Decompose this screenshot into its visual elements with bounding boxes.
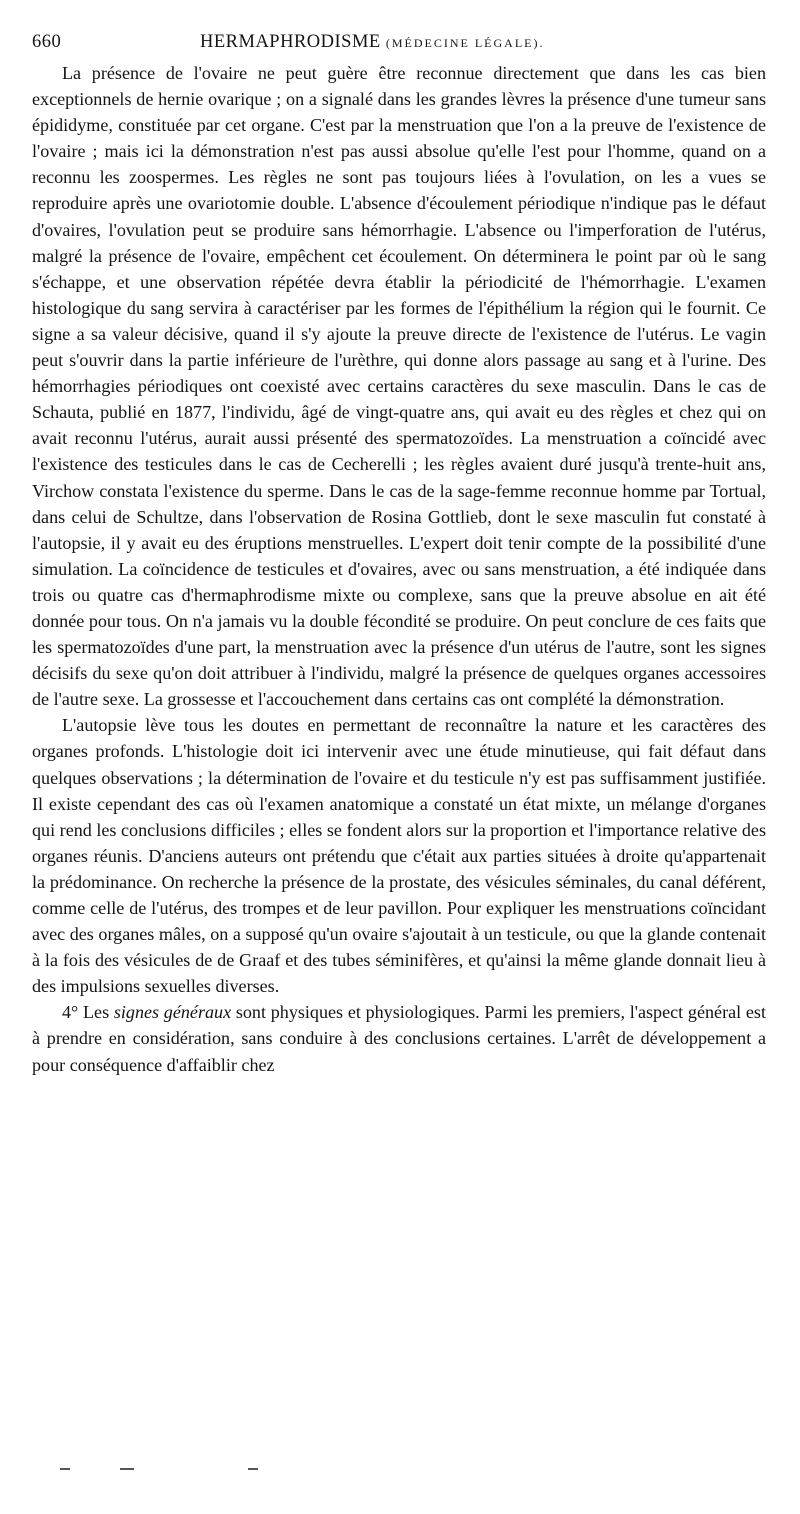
paragraph-ovary-signs: La présence de l'ovaire ne peut guère être reconnue directement que dans les cas bien exceptionnels de hernie ovarique ; on a signalé dans les grandes lèvres la présence d'une tumeur sans épididyme, constituée par cet organe. C'est par la menstruation que l'on a la preuve de l'existence de l'ovaire ; mais ici la démonstration n'est pas aussi absolue qu'elle l'est pour l'homme, quand on a reconnu les zoospermes. Les règles ne sont pas toujours liées à l'ovulation, on les a vues se reproduire après une ovariotomie double. L'absence d'écoulement périodique n'indique pas le défaut d'ovaires, l'ovulation peut se produire sans hémorrhagie. L'absence ou l'imperforation de l'utérus, malgré la présence de l'ovaire, empêchent cet écoulement. On déterminera le point par où le sang s'échappe, et une observation répétée devra établir la périodicité de l'hémorrhagie. L'examen histologique du sang servira à caractériser par les formes de l'épithélium la région qui le fournit. Ce signe a sa valeur décisive, quand il s'y ajoute la preuve directe de l'existence de l'utérus. Le vagin peut s'ouvrir dans la partie inférieure de l'urèthre, qui donne alors passage au sang et à l'urine. Des hémorrhagies périodiques ont coexisté avec certains caractères du sexe masculin. Dans le cas de Schauta, publié en 1877, l'individu, âgé de vingt-quatre ans, qui avait eu des règles et chez qui on avait reconnu l'utérus, aurait aussi présenté des spermatozoïdes. La menstruation a coïncidé avec l'existence des testicules dans le cas de Cecherelli ; les règles avaient duré jusqu'à trente-huit ans, Virchow constata l'existence du sperme. Dans le cas de la sage-femme reconnue homme par Tortual, dans celui de Schultze, dans l'observation de Rosina Gottlieb, dont le sexe masculin fut constaté à l'autopsie, il y avait eu des éruptions menstruelles. L'expert doit tenir compte de la possibilité d'une simulation. La coïncidence de testicules et d'ovaires, avec ou sans menstruation, a été indiquée dans trois ou quatre cas d'hermaphrodisme mixte ou complexe, sans que la preuve absolue en ait été donnée pour tous. On n'a jamais vu la double fécondité se produire. On peut conclure de ces faits que les spermatozoïdes d'une part, la menstruation avec la présence d'un utérus de l'autre, sont les signes décisifs du sexe qu'on doit attribuer à l'individu, malgré la présence de quelques organes accessoires de l'autre sexe. La grossesse et l'accouchement dans certains cas ont complété la démonstration. bbox=[32, 63, 766, 710]
general-signs-lead: 4° Les bbox=[62, 1002, 114, 1023]
running-title-sub: (MÉDECINE LÉGALE). bbox=[385, 36, 545, 50]
page-number: 660 bbox=[32, 32, 62, 52]
running-title-main: HERMAPHRODISME bbox=[200, 32, 381, 52]
general-signs-italic: signes généraux bbox=[113, 1002, 232, 1023]
running-title bbox=[200, 30, 766, 55]
general-signs-rest: sont physiques et physiologiques. Parmi les premiers, l'aspect général est à prendre en considération, sans conduire à des conclusions certaines. L'arrêt de développement a pour conséquence d'affaiblir chez bbox=[32, 1002, 766, 1075]
scan-mark bbox=[248, 1468, 258, 1470]
paragraph-general-signs bbox=[32, 999, 766, 1077]
page bbox=[32, 30, 766, 1078]
paragraph-autopsy: L'autopsie lève tous les doutes en permettant de reconnaître la nature et les caractères des organes profonds. L'histologie doit ici intervenir avec une étude minutieuse, qui fait défaut dans quelques observations ; la détermination de l'ovaire et du testicule n'y est pas suffisamment justifiée. Il existe cependant des cas où l'examen anatomique a constaté un état mixte, un mélange d'organes qui rend les conclusions difficiles ; elles se fondent alors sur la proportion et l'importance relative des organes réunis. D'anciens auteurs ont prétendu que c'était aux parties situées à droite qu'appartenait la prédominance. On recherche la présence de la prostate, des vésicules séminales, du canal déférent, comme celle de l'utérus, des trompes et de leur pavillon. Pour expliquer les menstruations coïncidant avec des organes mâles, on a supposé qu'un ovaire s'ajoutait à un testicule, ou que la glande contenait à la fois des vésicules de de Graaf et des tubes séminifères, et qu'ainsi la même glande donnait lieu à des impulsions sexuelles diverses. bbox=[32, 715, 766, 997]
scan-mark bbox=[60, 1468, 70, 1470]
running-head bbox=[32, 30, 766, 60]
scan-marks bbox=[60, 1468, 280, 1476]
scan-mark bbox=[120, 1468, 134, 1470]
